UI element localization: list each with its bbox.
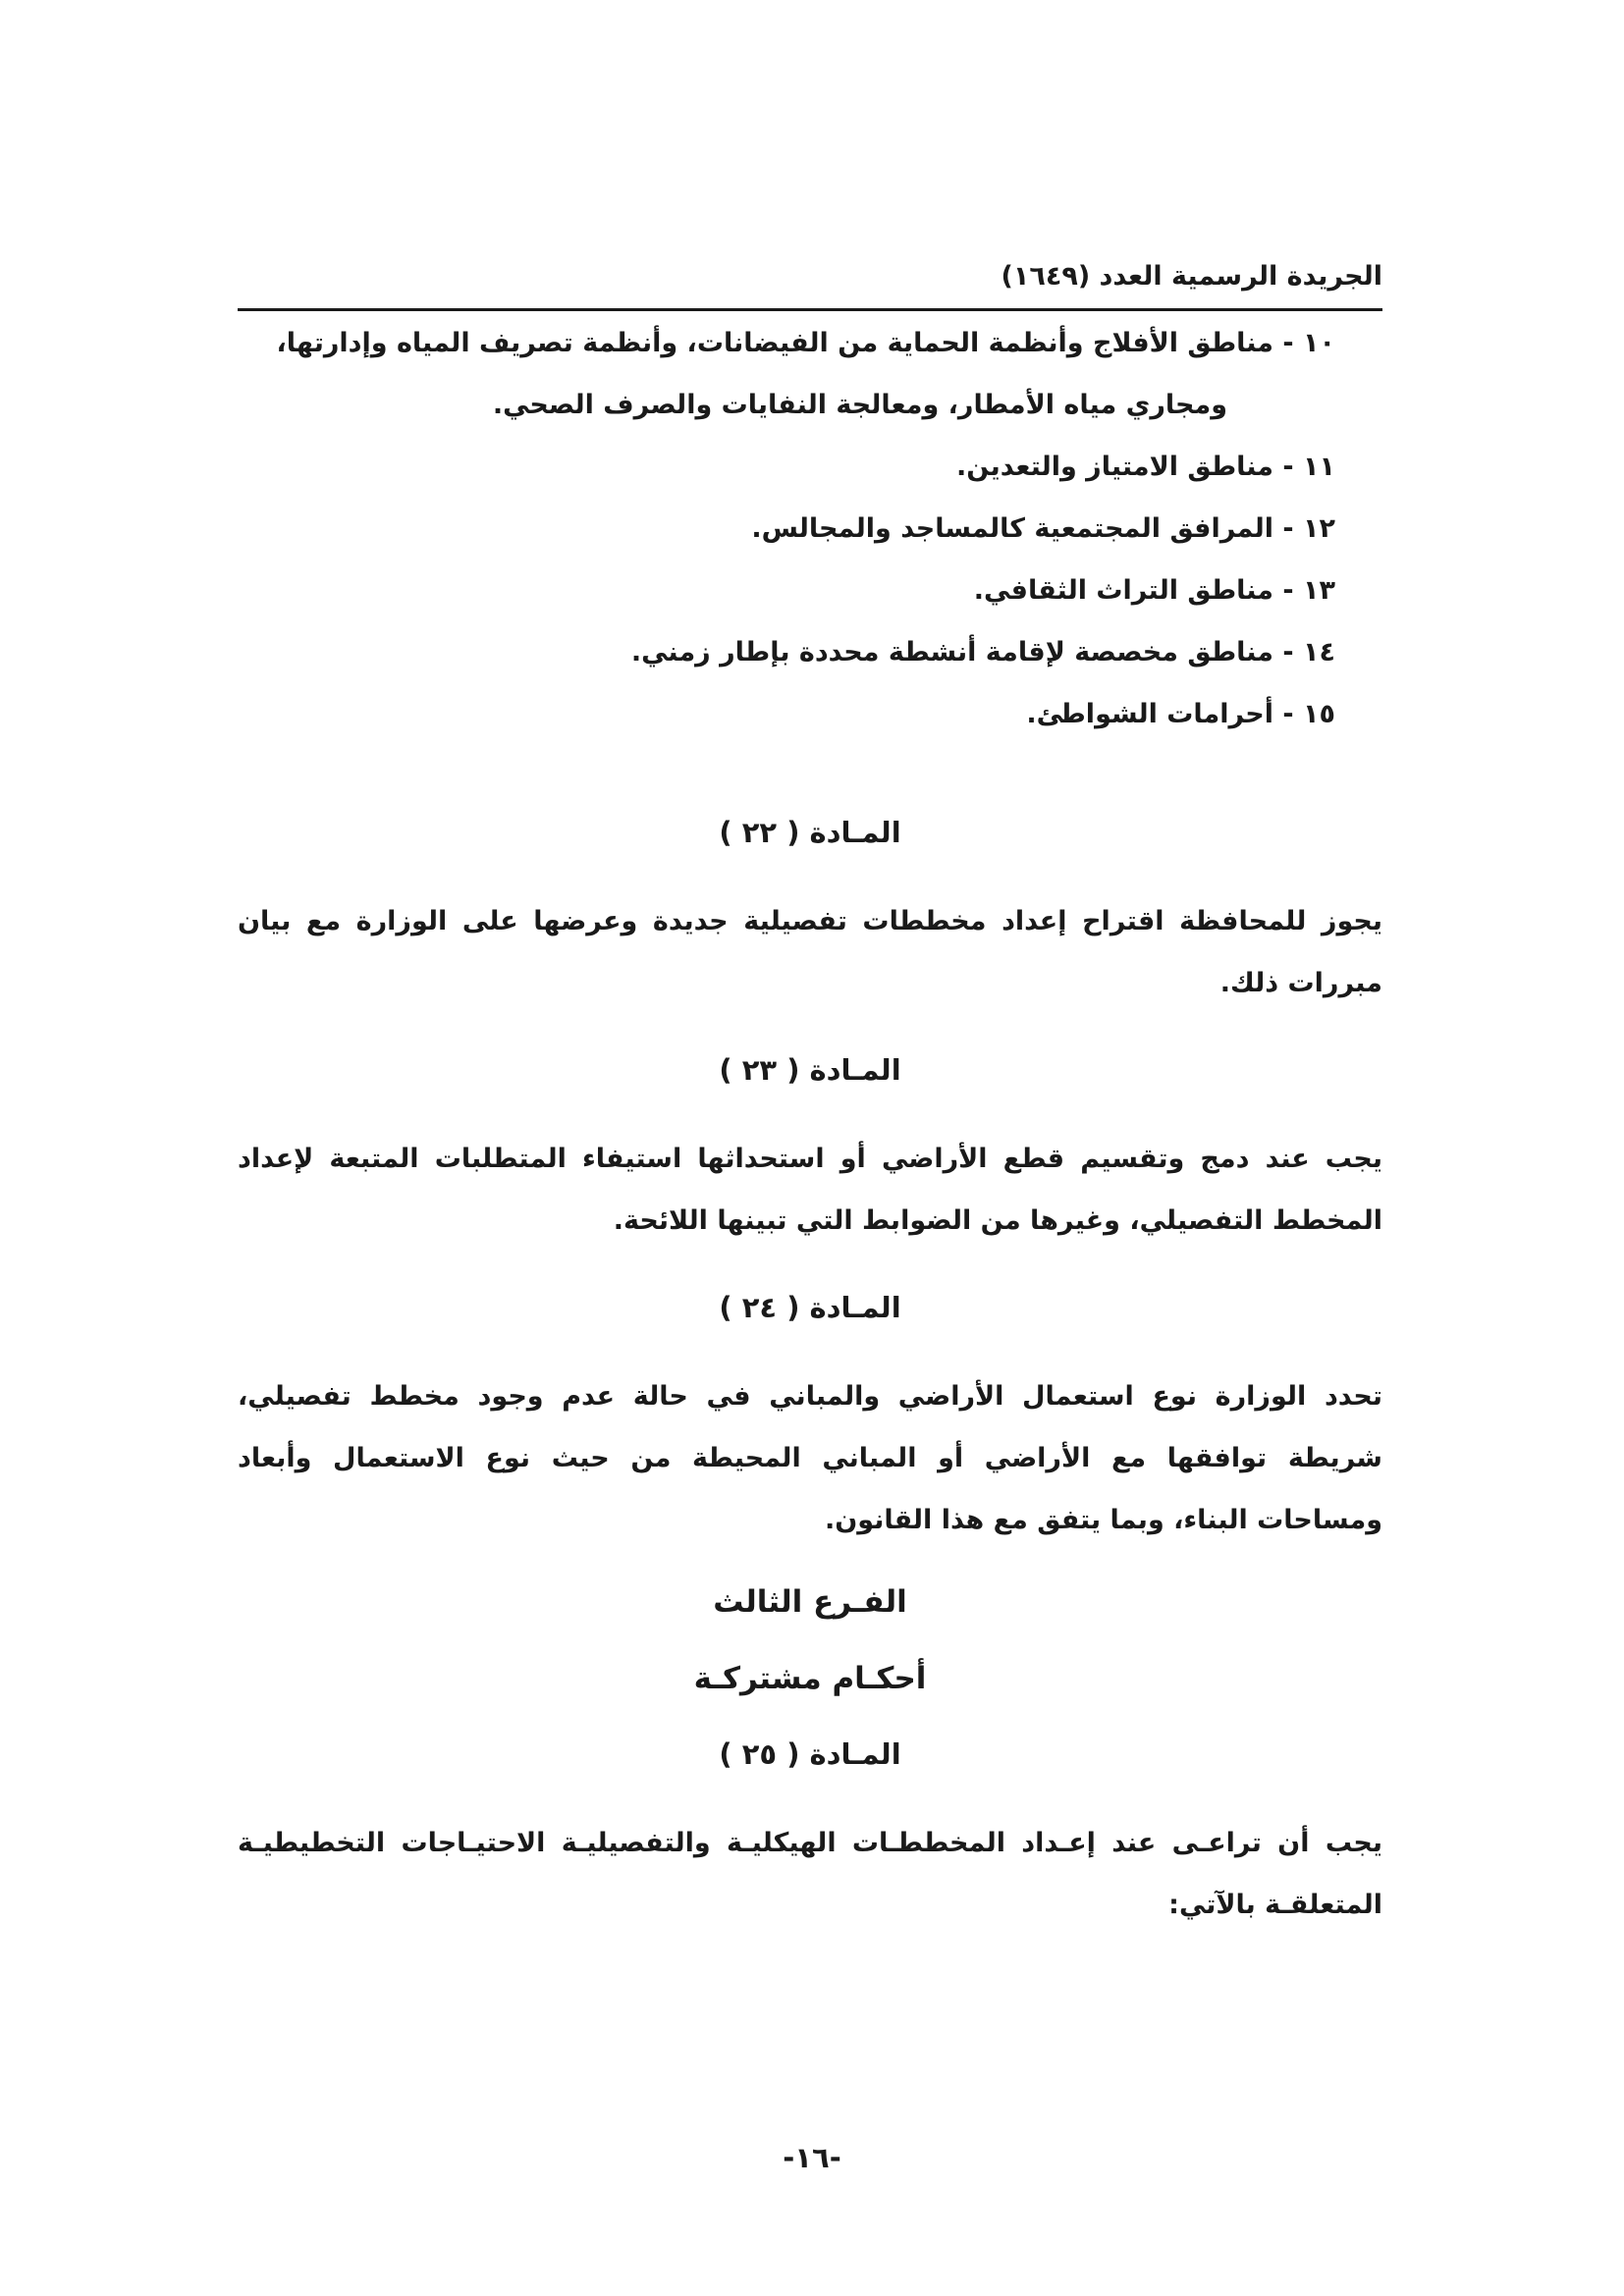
branch-title: الفـرع الثالث <box>713 1584 907 1620</box>
section-heading: أحكـام مشتركـة <box>693 1661 927 1696</box>
list-item: ١٣ - مناطق التراث الثقافي. <box>973 575 1335 606</box>
article-22-title: المـادة ( ٢٢ ) <box>719 816 901 849</box>
article-23-title: المـادة ( ٢٣ ) <box>719 1053 901 1087</box>
list-item: ١٤ - مناطق مخصصة لإقامة أنشطة محددة بإطار زمني. <box>630 637 1335 667</box>
list-item-continuation: ومجاري مياه الأمطار، ومعالجة النفايات والصرف الصحي. <box>492 390 1227 420</box>
article-25-title: المـادة ( ٢٥ ) <box>719 1737 901 1771</box>
page-number: -١٦- <box>783 2141 841 2174</box>
list-item: ١٥ - أحرامات الشواطئ. <box>1026 699 1335 729</box>
article-22-text: يجوز للمحافظة اقتراح إعداد مخططات تفصيلية جديدة وعرضها على الوزارة مع بيان مبررات ذلك. <box>238 906 1382 998</box>
gazette-title: الجريدة الرسمية العدد (١٦٤٩) <box>1001 261 1382 292</box>
list-item: ١١ - مناطق الامتياز والتعدين. <box>956 452 1335 482</box>
page-header <box>238 257 1382 311</box>
list-item: ١٢ - المرافق المجتمعية كالمساجد والمجالس. <box>751 513 1335 544</box>
list-section <box>238 324 1382 757</box>
list-item: ١٠ - مناطق الأفلاج وأنظمة الحماية من الفيضانات، وأنظمة تصريف المياه وإدارتها، <box>276 328 1335 358</box>
article-24-text: تحدد الوزارة نوع استعمال الأراضي والمباني في حالة عدم وجود مخطط تفصيلي، شريطة توافقها مع الأراضي أو المباني المحيطة من حيث نوع الاستعمال وأبعاد ومساحات البناء، وبما يتفق مع هذا القانون. <box>238 1381 1382 1535</box>
article-25-text: يجب أن تراعـى عند إعـداد المخططـات الهيكليـة والتفصيليـة الاحتيـاجات التخطيطيـة المتعلقـة بالآتي: <box>238 1828 1382 1920</box>
page-content <box>238 324 1382 1936</box>
article-24-title: المـادة ( ٢٤ ) <box>719 1291 901 1324</box>
article-23-text: يجب عند دمج وتقسيم قطع الأراضي أو استحداثها استيفاء المتطلبات المتبعة لإعداد المخطط التفصيلي، وغيرها من الضوابط التي تبينها اللائحة. <box>238 1144 1382 1236</box>
